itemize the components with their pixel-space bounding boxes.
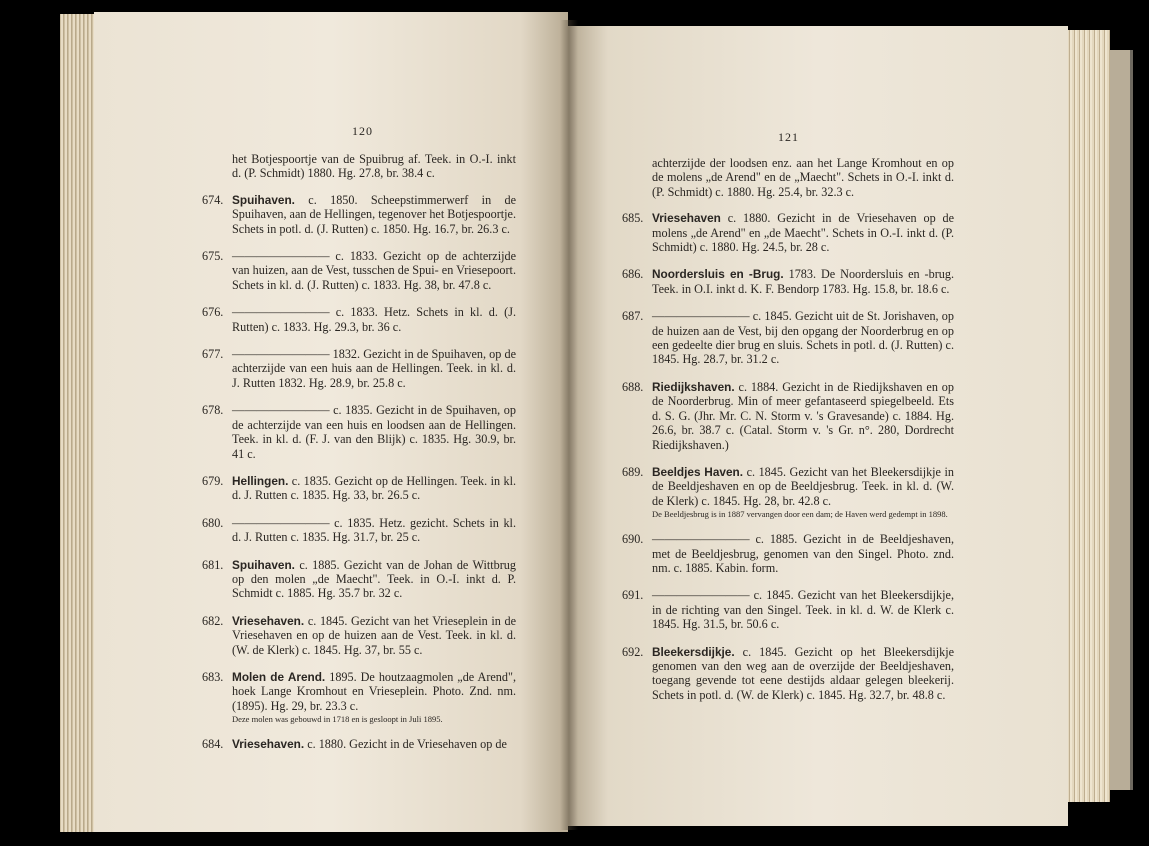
entry-heading: Bleekersdijkje. [652,644,735,659]
right-continuation-text: achterzijde der loodsen enz. aan het Lange Kromhout en op de molens „de Arend" en de „Maecht". Schets in O.-I. inkt d. (P. Schmidt) c. 1880. Hg. 25.4, br. 32.3 c. [652,156,954,199]
entry-heading: Spuihaven. [232,192,295,207]
entry-number: 683. [202,669,224,684]
entry-number: 692. [622,644,644,659]
catalog-entry [622,645,954,703]
catalog-entry [622,267,954,296]
catalog-entry [622,532,954,575]
right-page-edges [1062,30,1110,802]
left-page [94,12,568,832]
catalog-entry [622,465,954,519]
entry-text: ———————— c. 1833. Gezicht op de achterzijde van huizen, aan de Vest, tusschen de Spui- en Vriesepoort. Schets in kl. d. (J. Rutten) c. 1833. Hg. 38, br. 47.8 c. [232,249,516,292]
catalog-entry [202,670,516,724]
entry-text: ———————— c. 1845. Gezicht van het Bleekersdijkje, in de richting van den Singel. Teek. in kl. d. W. de Klerk c. 1845. Hg. 31.5, br. 50.6 c. [652,588,954,632]
entry-number: 676. [202,305,224,320]
left-page-edges [60,14,96,832]
entry-text: ———————— c. 1845. Gezicht uit de St. Jorishaven, op de huizen aan de Vest, bij den opgang der Noorderbrug en op een gedeelte dier brug en sluis. Schets in potl. d. (J. Rutten) c. 1845. Hg. 28.7, br. 31.2 c. [652,309,954,367]
entry-number: 679. [202,473,224,488]
catalog-entry [202,474,516,503]
catalog-entry [202,249,516,292]
left-page-column [202,152,516,765]
entry-number: 682. [202,613,224,628]
entry-text: ———————— c. 1835. Hetz. gezicht. Schets in kl. d. J. Rutten c. 1835. Hg. 31.7, br. 25 c. [232,515,516,545]
entry-heading: Vriesehaven [652,211,721,226]
entry-number: 677. [202,347,224,362]
entry-number: 691. [622,588,644,603]
catalog-entry [202,347,516,390]
entry-heading: Hellingen. [232,473,289,488]
entry-text: 1783. De Noordersluis en -brug. Teek. in O.I. inkt d. K. F. Bendorp 1783. Hg. 15.8, br. 18.6 c. [652,267,954,296]
catalog-entry [202,614,516,657]
entry-number: 689. [622,464,644,479]
entry-text: 1895. De houtzaagmolen „de Arend", hoek Lange Kromhout en Vrieseplein. Photo. Znd. nm. (1895). Hg. 29, br. 23.3 c. [232,669,516,713]
entry-number: 675. [202,249,224,264]
entry-heading: Spuihaven. [232,557,295,572]
entry-note: De Beeldjesbrug is in 1887 vervangen door een dam; de Haven werd gedempt in 1898. [652,509,948,520]
entry-heading: Beeldjes Haven. [652,464,743,479]
entry-text: c. 1845. Gezicht van het Bleekersdijkje in de Beeldjeshaven en op de Beeldjesbrug. Teek. in kl. d. (W. de Klerk) c. 1845. Hg. 28, br. 42.8 c. [652,464,955,508]
catalog-entry [202,305,516,334]
entry-number: 686. [622,267,644,282]
right-page [568,26,1068,826]
entry-text: ———————— c. 1835. Gezicht in de Spuihaven, op de achterzijde van een huis en loodsen aan de Hellingen. Teek. in kl. d. (F. J. van den Blijk) c. 1835. Hg. 30.9, br. 41 c. [232,403,516,461]
entry-heading: Vriesehaven. [232,613,305,628]
entry-heading: Noordersluis en -Brug. [652,267,784,282]
entry-text: c. 1850. Scheepstimmerwerf in de Spuihaven, aan de Hellingen, tegenover het Botjespoortje. Schets in potl. d. (J. Rutten) c. 1850. Hg. 16.7, br. 26.3 c. [232,192,517,236]
right-page-column [622,156,954,715]
entry-number: 678. [202,403,224,418]
entry-heading: Molen de Arend. [232,669,326,684]
entry-number: 684. [202,737,224,752]
right-page-number: 121 [778,130,799,144]
entry-text: c. 1845. Gezicht van het Vrieseplein in de Vriesehaven en op de huizen aan de Vest. Teek. in kl. d. (W. de Klerk) c. 1845. Hg. 37, br. 55 c. [232,613,517,657]
catalog-entry [202,193,516,236]
catalog-entry [202,558,516,601]
entry-text: c. 1845. Gezicht op het Bleekersdijkje genomen van den weg aan de overzijde der Beeldjeshaven, toegang gevende tot eene destijds aldaar gelegen bleekerij. Schets in potl. d. (W. de Klerk) c. 1845. Hg. 32.7, br. 48.8 c. [652,644,955,702]
entry-text: ———————— c. 1833. Hetz. Schets in kl. d. (J. Rutten) c. 1833. Hg. 29.3, br. 36 c. [232,305,516,334]
entry-number: 685. [622,211,644,226]
entry-note: Deze molen was gebouwd in 1718 en is gesloopt in Juli 1895. [232,714,443,725]
catalog-entry [202,516,516,545]
entry-number: 680. [202,515,224,530]
catalog-entry [622,588,954,631]
entry-number: 688. [622,379,644,394]
entry-number: 674. [202,192,224,207]
entry-text: ———————— 1832. Gezicht in de Spuihaven, op de achterzijde van een huis aan de Hellingen. Teek. in kl. d. J. Rutten 1832. Hg. 28.9, br. 25.8 c. [232,347,516,390]
book-gutter [560,20,578,830]
entry-text: c. 1835. Gezicht op de Hellingen. Teek. in kl. d. J. Rutten c. 1835. Hg. 33, br. 26.5 c. [232,473,516,503]
catalog-entry [202,403,516,461]
entry-heading: Vriesehaven. [232,737,305,752]
left-page-number: 120 [352,124,373,138]
entry-text: c. 1885. Gezicht van de Johan de Wittbrug op den molen „de Maecht". Teek. in O.-I. inkt d. P. Schmidt c. 1885. Hg. 35.7 br. 32 c. [232,557,516,601]
entry-number: 681. [202,557,224,572]
entry-text: ———————— c. 1885. Gezicht in de Beeldjeshaven, met de Beeldjesbrug, genomen van den Singel. Photo. znd. nm. c. 1885. Kabin. form. [652,532,954,575]
entry-text: c. 1884. Gezicht in de Riedijkshaven en op de Noorderbrug. Min of meer gefantaseerd spiegelbeeld. Ets d. S. G. (Jhr. Mr. C. N. Storm v. 's Gravesande) c. 1884. Hg. 26.6, br. 38.7 c. (Catal. Storm v. 's Gr. n°. 280, Dordrecht Riedijkshaven.) [652,379,954,452]
left-continuation-text: het Botjespoortje van de Spuibrug af. Teek. in O.-I. inkt d. (P. Schmidt) 1880. Hg. 27.8, br. 38.4 c. [232,152,516,181]
entry-text: c. 1880. Gezicht in de Vriesehaven op de [307,737,507,752]
catalog-entry [622,211,954,254]
catalog-entry [202,737,516,751]
entry-text: c. 1880. Gezicht in de Vriesehaven op de molens „de Arend" en „de Maecht". Schets in O.-I. inkt d. (P. Schmidt) c. 1880. Hg. 24.5, br. 28 c. [652,211,954,255]
catalog-entry [622,309,954,367]
entry-number: 687. [622,309,644,324]
entry-number: 690. [622,532,644,547]
entry-heading: Riedijkshaven. [652,379,735,394]
catalog-entry [622,380,954,452]
